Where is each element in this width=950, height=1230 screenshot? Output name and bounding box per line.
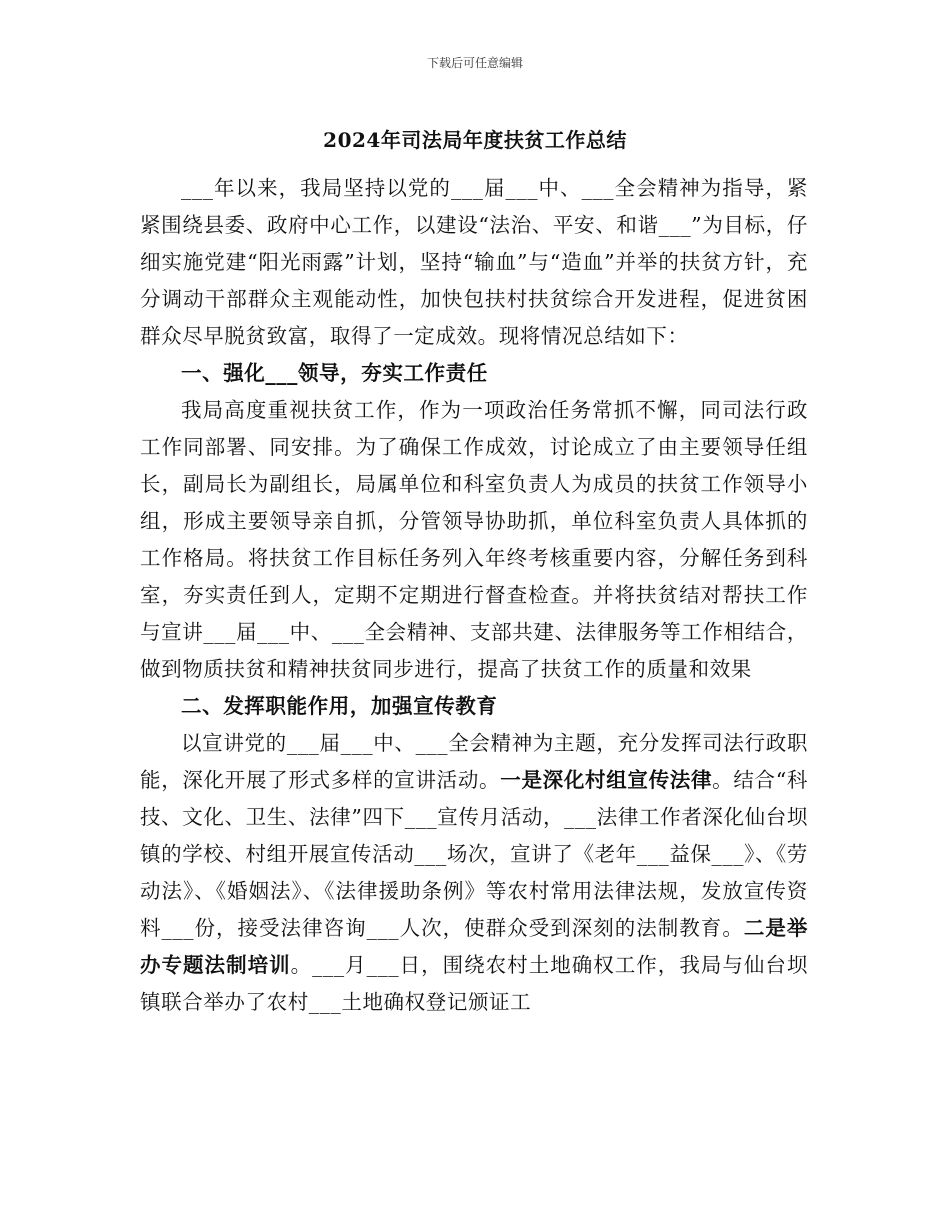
section-2-heading: 二、发挥职能作用，加强宣传教育 [181,694,498,718]
section-2-text-1: 以宣讲党的___届___中、___全会精神为主题，充分发挥司法行政职能，深化开展了形式多样的宣讲活动。 [140,731,808,792]
document-body [140,170,808,1021]
section-2-text-3: 。___月___日，围绕农村土地确权工作，我局与仙台坝镇联合举办了农村___土地确权登记颁证工 [140,953,808,1014]
section-2-bold-2: 二是举办专题法制培训 [140,916,808,977]
document-title: 2024年司法局年度扶贫工作总结 [323,128,627,152]
section-2-paragraph [140,725,808,1021]
intro-paragraph: ___年以来，我局坚持以党的___届___中、___全会精神为指导，紧紧围绕县委、政府中心工作，以建设“法治、平安、和谐___”为目标，仔细实施党建“阳光雨露”计划，坚持“输血”与“造血”并举的扶贫方针，充分调动干部群众主观能动性，加快包扶村扶贫综合开发进程，促进贫困群众尽早脱贫致富，取得了一定成效。现将情况总结如下： [140,176,808,348]
section-2-bold-1: 一是深化村组宣传法律 [500,768,713,792]
header-note: 下载后可任意编辑 [426,56,523,70]
section-1-heading: 一、强化___领导，夯实工作责任 [181,361,488,385]
section-2-text-2: 。结合“科技、文化、卫生、法律”四下___宣传月活动，___法律工作者深化仙台坝镇的学校、村组开展宣传活动___场次，宣讲了《老年___益保___》、《劳动法》、《婚姻法》、《法律援助条例》等农村常用法律法规，发放宣传资料___份，接受法律咨询___人次，使群众受到深刻的法制教育。 [140,768,809,940]
section-1-paragraph: 我局高度重视扶贫工作，作为一项政治任务常抓不懈，同司法行政工作同部署、同安排。为了确保工作成效，讨论成立了由主要领导任组长，副局长为副组长，局属单位和科室负责人为成员的扶贫工作领导小组，形成主要领导亲自抓，分管领导协助抓，单位科室负责人具体抓的工作格局。将扶贫工作目标任务列入年终考核重要内容，分解任务到科室，夯实责任到人，定期不定期进行督查检查。并将扶贫结对帮扶工作与宣讲___届___中、___全会精神、支部共建、法律服务等工作相结合，做到物质扶贫和精神扶贫同步进行，提高了扶贫工作的质量和效果 [140,398,808,681]
